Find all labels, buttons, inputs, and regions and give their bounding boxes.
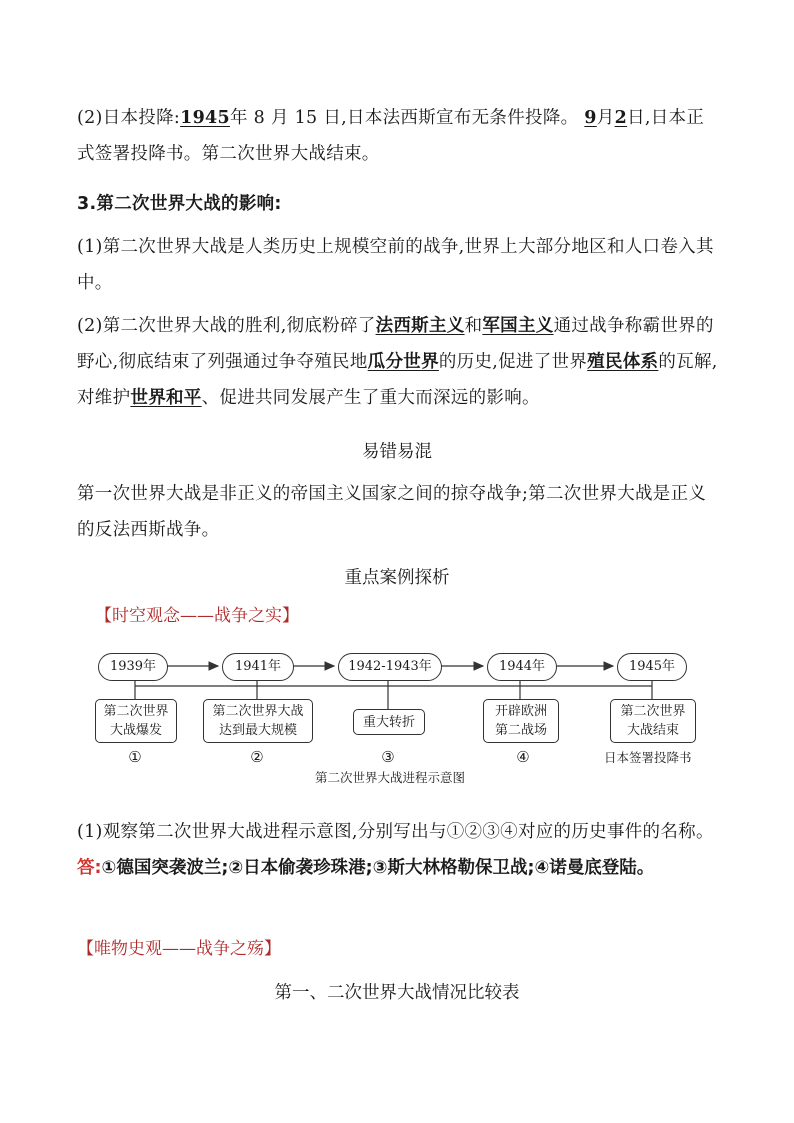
year-1941: 1941年 [222,653,294,681]
marker-3: ③ [381,748,395,766]
event-line: 大战结束 [626,723,679,738]
question-text: (1)观察第二次世界大战进程示意图,分别写出与①②③④对应的历史事件的名称。 [77,822,714,842]
event-line: 重大转折 [362,714,415,730]
impact-paragraph-1: (1)第二次世界大战是人类历史上规模空前的战争,世界上大部分地区和人口卷入其中。 [77,237,714,293]
year-1945: 1945 [180,108,230,128]
text: 年 8 月 15 日,日本法西斯宣布无条件投降。 [230,108,579,128]
event-line: 第二次世界 [620,704,686,719]
event-line: 第二次世界 [103,704,169,719]
answer-label: 答: [77,858,102,878]
event-line: 开辟欧洲 [494,704,547,719]
text: 的历史,促进了世界 [438,352,588,372]
text: 和 [464,316,483,336]
term-militarism: 军国主义 [482,316,554,336]
text: 的瓦解,对维护 [77,352,718,408]
easy-mistake-title: 易错易混 [362,442,432,462]
comparison-table-title: 第一、二次世界大战情况比较表 [274,983,520,1003]
day-2: 2 [614,108,628,128]
event-line: 大战爆发 [109,723,162,738]
japan-surrender-note: 日本签署投降书 [604,750,692,765]
year-1942-1943: 1942-1943年 [338,653,442,681]
marker-2: ② [250,748,264,766]
text: 、促进共同发展产生了重大而深远的影响。 [201,388,540,408]
term-world-peace: 世界和平 [130,388,202,408]
event-war-end [610,699,696,743]
event-turning-point [353,709,425,735]
case-study-title: 重点案例探析 [344,568,450,588]
event-second-front [483,699,559,743]
term-fascism: 法西斯主义 [375,316,465,336]
year-1945: 1945年 [617,653,687,681]
timeline-caption: 第二次世界大战进程示意图 [315,770,466,785]
year-1944: 1944年 [487,653,557,681]
event-war-outbreak [95,699,177,743]
term-colonial-system: 殖民体系 [587,352,659,372]
term-divide-world: 瓜分世界 [367,352,439,372]
event-line: 第二次世界大战 [212,704,304,719]
month-9: 9 [584,108,597,128]
answer-text [77,853,737,883]
war-nature-paragraph: 第一次世界大战是非正义的帝国主义国家之间的掠夺战争;第二次世界大战是正义的反法西斯战争。 [77,484,707,540]
text: 通过战争称霸世界的野心,彻底结束了列强通过争夺殖民地 [77,316,714,372]
spacetime-label: 【时空观念——战争之实】 [95,606,299,626]
year-1939: 1939年 [98,653,168,681]
text: 月 [596,108,615,128]
event-max-scale [203,699,313,743]
marker-4: ④ [516,748,530,766]
answer-content: ①德国突袭波兰;②日本偷袭珍珠港;③斯大林格勒保卫战;④诺曼底登陆。 [101,858,655,878]
materialism-label: 【唯物史观——战争之殇】 [77,939,281,959]
marker-1: ① [128,748,142,766]
event-line: 第二战场 [494,723,547,738]
text: 日,日本正式签署投降书。第二次世界大战结束。 [77,108,705,164]
impact-heading: 3.第二次世界大战的影响: [77,194,282,214]
text: (2)日本投降: [77,108,181,128]
text: (2)第二次世界大战的胜利,彻底粉碎了 [77,316,376,336]
event-line: 达到最大规模 [218,723,297,738]
